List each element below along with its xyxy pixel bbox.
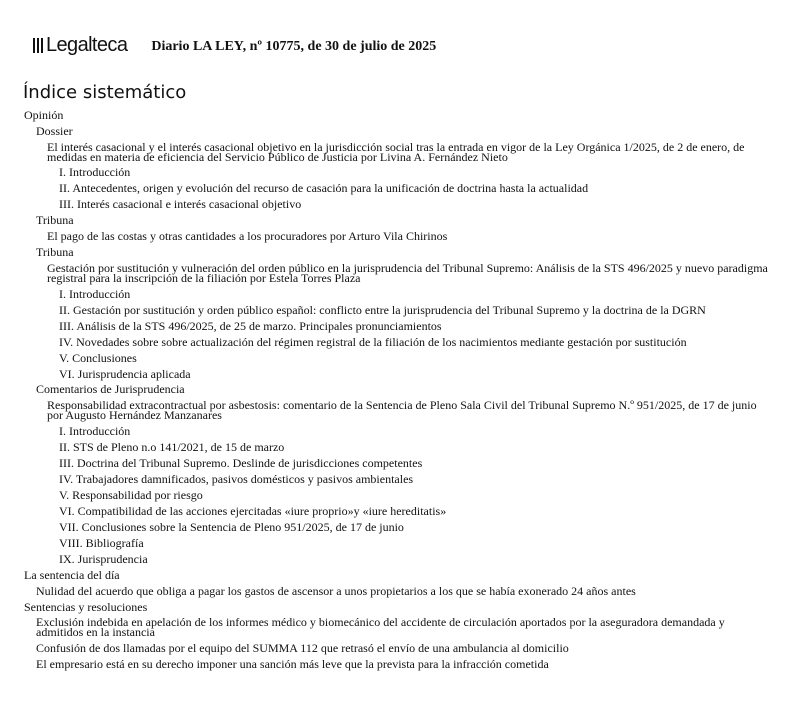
toc-item[interactable]: II. STS de Pleno n.o 141/2021, de 15 de marzo xyxy=(59,440,285,454)
header xyxy=(33,30,436,60)
toc-item[interactable]: VII. Conclusiones sobre la Sentencia de Pleno 951/2025, de 17 de junio xyxy=(59,520,404,534)
toc-subsection-dossier[interactable]: Dossier xyxy=(36,124,73,138)
toc-item[interactable]: VI. Compatibilidad de las acciones ejercitadas «iure proprio»y «iure hereditatis» xyxy=(59,504,447,518)
toc-subsection-comentarios[interactable]: Comentarios de Jurisprudencia xyxy=(36,382,185,396)
logo-bars-icon xyxy=(33,38,43,53)
toc-article-asbestosis[interactable]: Responsabilidad extracontractual por asbestosis: comentario de la Sentencia de Pleno Sala Civil del Tribunal Supremo N.º 951/2025, de 17 de junio por Augusto Hernández Manzanares xyxy=(47,398,757,422)
toc-article-confusion-llamadas[interactable]: Confusión de dos llamadas por el equipo del SUMMA 112 que retrasó el envío de una ambulancia al domicilio xyxy=(36,641,569,655)
logo-text: Legalteca xyxy=(46,33,128,56)
legalteca-logo[interactable] xyxy=(33,34,127,57)
toc-item[interactable]: I. Introducción xyxy=(59,165,131,179)
toc-item[interactable]: III. Análisis de la STS 496/2025, de 25 de marzo. Principales pronunciamientos xyxy=(59,319,442,333)
toc-article-interes-casacional[interactable]: El interés casacional y el interés casacional objetivo en la jurisdicción social tras la entrada en vigor de la Ley Orgánica 1/2025, de 2 de enero, de medidas en materia de eficiencia del Servicio Público de Justicia por Livina A. Fernández Nieto xyxy=(47,140,745,164)
page-title: Índice sistemático xyxy=(23,82,187,103)
toc-item[interactable]: III. Doctrina del Tribunal Supremo. Deslinde de jurisdicciones competentes xyxy=(59,456,423,470)
toc-item[interactable]: II. Antecedentes, origen y evolución del recurso de casación para la unificación de doctrina hasta la actualidad xyxy=(59,181,589,195)
toc-item[interactable]: III. Interés casacional e interés casacional objetivo xyxy=(59,197,302,211)
toc-item[interactable]: I. Introducción xyxy=(59,424,131,438)
toc-item[interactable]: V. Conclusiones xyxy=(59,351,137,365)
toc-item[interactable]: VIII. Bibliografía xyxy=(59,536,144,550)
toc-section-opinion[interactable]: Opinión xyxy=(24,108,64,122)
toc-item[interactable]: II. Gestación por sustitución y orden público español: conflicto entre la jurisprudencia del Tribunal Supremo y la doctrina de la DGRN xyxy=(59,303,706,317)
toc-item[interactable]: I. Introducción xyxy=(59,287,131,301)
toc-article-costas-procuradores[interactable]: El pago de las costas y otras cantidades a los procuradores por Arturo Vila Chirinos xyxy=(47,229,448,243)
toc-article-gestacion-sustitucion[interactable]: Gestación por sustitución y vulneración del orden público en la jurisprudencia del Tribunal Supremo: Análisis de la STS 496/2025 y nuevo paradigma registral para la inscripción de la filiación por Estela Torres Plaza xyxy=(47,261,768,285)
issue-title: Diario LA LEY, nº 10775, de 30 de julio de 2025 xyxy=(151,38,437,54)
toc-section-sentencias-resoluciones[interactable]: Sentencias y resoluciones xyxy=(24,600,148,614)
toc-item[interactable]: IV. Trabajadores damnificados, pasivos domésticos y pasivos ambientales xyxy=(59,472,414,486)
toc-article-nulidad-acuerdo[interactable]: Nulidad del acuerdo que obliga a pagar los gastos de ascensor a unos propietarios a los que se había exonerado 24 años antes xyxy=(36,584,636,598)
toc-subsection-tribuna[interactable]: Tribuna xyxy=(36,213,74,227)
toc-subsection-tribuna[interactable]: Tribuna xyxy=(36,245,74,259)
toc-article-empresario-sancion[interactable]: El empresario está en su derecho imponer una sanción más leve que la prevista para la infracción cometida xyxy=(36,657,549,671)
toc-item[interactable]: V. Responsabilidad por riesgo xyxy=(59,488,203,502)
toc-article-exclusion-informes[interactable]: Exclusión indebida en apelación de los informes médico y biomecánico del accidente de circulación aportados por la aseguradora demandada y admitidos en la instancia xyxy=(36,615,725,639)
toc-section-sentencia-del-dia[interactable]: La sentencia del día xyxy=(24,568,120,582)
toc-item[interactable]: IX. Jurisprudencia xyxy=(59,552,148,566)
toc-item[interactable]: VI. Jurisprudencia aplicada xyxy=(59,367,191,381)
toc-item[interactable]: IV. Novedades sobre sobre actualización del régimen registral de la filiación de los nacimientos mediante gestación por sustitución xyxy=(59,335,687,349)
